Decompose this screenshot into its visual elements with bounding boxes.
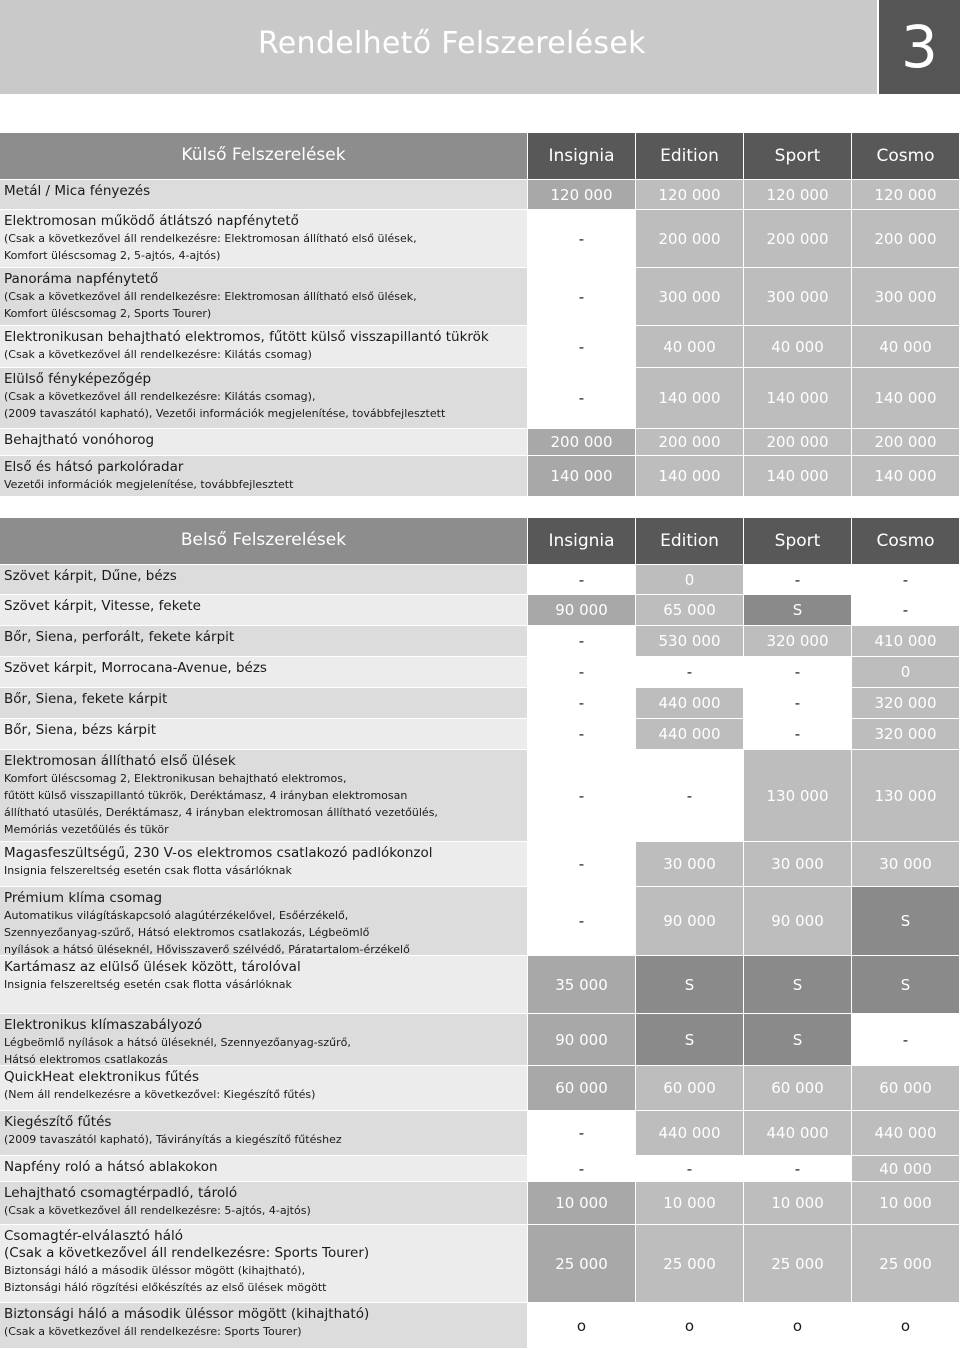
row-description [0,1111,527,1155]
price-cell: 140 000 [636,456,743,496]
feature-name: Elektromosan állítható első ülések [4,753,236,769]
price-cell: 10 000 [528,1182,635,1224]
price-cell: 30 000 [852,842,959,886]
row-description [0,180,527,209]
price-cell: - [528,268,635,325]
row-description [0,429,527,455]
feature-note: (2009 tavaszától kapható), Vezetői információk megjelenítése, továbbfejlesztett [4,407,446,420]
price-cell: - [528,719,635,749]
price-cell: 320 000 [852,688,959,718]
table-row [0,367,960,428]
price-cell: 60 000 [852,1066,959,1110]
price-cell: 0 [636,565,743,594]
price-cell: 120 000 [852,180,959,209]
row-description [0,595,527,625]
section-heading: Külső Felszerelések [0,133,527,179]
feature-note: (2009 tavaszától kapható), Távirányítás a kiegészítő fűtéshez [4,1133,342,1146]
feature-note: (Csak a következővel áll rendelkezésre: Elektromosan állítható első ülések, [4,232,417,245]
table-row [0,1110,960,1155]
price-cell: - [744,1156,851,1181]
price-cell: 25 000 [852,1225,959,1302]
feature-note: (Nem áll rendelkezésre a következővel: Kiegészítő fűtés) [4,1088,316,1101]
price-cell: 120 000 [744,180,851,209]
feature-name: Szövet kárpit, Morrocana-Avenue, bézs [4,660,267,676]
row-description [0,368,527,428]
table-row [0,1181,960,1224]
price-cell: 130 000 [852,750,959,841]
row-description [0,626,527,656]
table-row [0,718,960,749]
feature-name: Lehajtható csomagtérpadló, tároló [4,1185,238,1201]
table-row [0,564,960,594]
feature-note: (Csak a következővel áll rendelkezésre: Kilátás csomag), [4,390,316,403]
table-row [0,656,960,687]
price-cell: 440 000 [636,688,743,718]
row-description [0,1014,527,1065]
feature-name: Csomagtér-elválasztó háló [4,1228,184,1244]
price-cell: 440 000 [636,1111,743,1155]
price-cell: 140 000 [528,456,635,496]
column-header: Edition [636,518,743,564]
price-cell: 10 000 [744,1182,851,1224]
price-cell: - [744,719,851,749]
feature-note: állítható utasülés, Deréktámasz, 4 irányban elektromosan állítható vezetőülés, [4,806,438,819]
price-cell: 140 000 [852,456,959,496]
price-cell: 90 000 [528,1014,635,1065]
row-description [0,565,527,594]
price-cell: - [528,368,635,428]
table-row [0,455,960,496]
price-cell: - [528,887,635,955]
feature-note: Memóriás vezetőülés és tükör [4,823,169,836]
price-cell: - [636,750,743,841]
table-row [0,325,960,367]
row-description [0,657,527,687]
price-cell: 120 000 [636,180,743,209]
price-cell: 300 000 [744,268,851,325]
table-header-row [0,518,960,564]
feature-name: Metál / Mica fényezés [4,183,151,199]
feature-name: Behajtható vonóhorog [4,432,155,448]
price-cell: - [528,657,635,687]
price-cell: 65 000 [636,595,743,625]
price-cell: S [636,956,743,1013]
price-cell: o [636,1303,743,1348]
price-cell: 40 000 [744,326,851,367]
price-cell: - [744,688,851,718]
feature-note: Komfort üléscsomag 2, Sports Tourer) [4,307,212,320]
price-cell: 60 000 [744,1066,851,1110]
price-cell: 60 000 [528,1066,635,1110]
price-cell: - [744,565,851,594]
row-description [0,750,527,841]
table-row [0,886,960,955]
feature-note: Komfort üléscsomag 2, Elektronikusan behajtható elektromos, [4,772,347,785]
feature-name: Elülső fényképezőgép [4,371,152,387]
price-cell: 25 000 [528,1225,635,1302]
feature-name: Panoráma napfénytető [4,271,159,287]
feature-note: Insignia felszereltség esetén csak flotta vásárlóknak [4,978,292,991]
price-cell: - [528,565,635,594]
price-cell: S [636,1014,743,1065]
feature-note: Insignia felszereltség esetén csak flotta vásárlóknak [4,864,292,877]
price-cell: 140 000 [636,368,743,428]
feature-note: Szennyezőanyag-szűrő, Hátsó elektromos csatlakozás, Légbeömlő [4,926,370,939]
price-cell: S [744,595,851,625]
price-cell: 40 000 [852,1156,959,1181]
feature-note: Biztonsági háló rögzítési előkészítés az első ülések mögött [4,1281,327,1294]
price-cell: - [636,657,743,687]
price-cell: 35 000 [528,956,635,1013]
feature-name: Elektronikus klímaszabályozó [4,1017,203,1033]
price-cell: 410 000 [852,626,959,656]
table-row [0,625,960,656]
price-cell: 10 000 [636,1182,743,1224]
price-cell: 140 000 [744,456,851,496]
price-cell: 130 000 [744,750,851,841]
table-row [0,955,960,1013]
price-cell: 530 000 [636,626,743,656]
price-cell: 200 000 [636,210,743,267]
price-cell: 60 000 [636,1066,743,1110]
table-row [0,428,960,455]
row-description [0,719,527,749]
row-description [0,210,527,267]
column-header: Sport [744,518,851,564]
feature-name: Kiegészítő fűtés [4,1114,112,1130]
price-cell: 90 000 [636,887,743,955]
table-row [0,267,960,325]
feature-name: Bőr, Siena, bézs kárpit [4,722,156,738]
price-cell: 440 000 [852,1111,959,1155]
feature-name: Szövet kárpit, Vitesse, fekete [4,598,201,614]
exterior-equipment-table [0,133,960,496]
feature-note: Komfort üléscsomag 2, 5-ajtós, 4-ajtós) [4,249,221,262]
price-cell: - [636,1156,743,1181]
price-cell: S [744,956,851,1013]
feature-note: Automatikus világításkapcsoló alagútérzékelővel, Esőérzékelő, [4,909,349,922]
price-cell: 25 000 [744,1225,851,1302]
table-row [0,1065,960,1110]
feature-name: Napfény roló a hátsó ablakokon [4,1159,218,1175]
table-row [0,179,960,209]
table-row [0,209,960,267]
row-description [0,326,527,367]
price-cell: 40 000 [636,326,743,367]
row-description [0,842,527,886]
column-header: Edition [636,133,743,179]
price-cell: 440 000 [636,719,743,749]
feature-name: Prémium klíma csomag [4,890,163,906]
row-description [0,956,527,1013]
feature-name: Bőr, Siena, fekete kárpit [4,691,168,707]
price-cell: 200 000 [636,429,743,455]
feature-availability-note: (Csak a következővel áll rendelkezésre: Sports Tourer) [4,1245,370,1261]
row-description [0,688,527,718]
price-cell: o [852,1303,959,1348]
price-cell: - [528,688,635,718]
price-cell: 440 000 [744,1111,851,1155]
table-row [0,594,960,625]
price-cell: - [528,1156,635,1181]
column-header: Cosmo [852,133,959,179]
price-cell: o [528,1303,635,1348]
price-cell: o [744,1303,851,1348]
column-header: Insignia [528,133,635,179]
feature-note: (Csak a következővel áll rendelkezésre: 5-ajtós, 4-ajtós) [4,1204,311,1217]
price-cell: - [744,657,851,687]
price-cell: 300 000 [852,268,959,325]
table-row [0,1155,960,1181]
price-cell: 200 000 [852,429,959,455]
feature-name: Magasfeszültségű, 230 V-os elektromos csatlakozó padlókonzol [4,845,433,861]
feature-note: (Csak a következővel áll rendelkezésre: Kilátás csomag) [4,348,312,361]
interior-equipment-table [0,518,960,1348]
price-cell: - [852,1014,959,1065]
column-header: Sport [744,133,851,179]
price-cell: 320 000 [852,719,959,749]
feature-note: (Csak a következővel áll rendelkezésre: Sports Tourer) [4,1325,302,1338]
feature-note: Vezetői információk megjelenítése, továbbfejlesztett [4,478,294,491]
table-row [0,841,960,886]
price-cell: 200 000 [744,429,851,455]
table-row [0,687,960,718]
column-header: Insignia [528,518,635,564]
price-cell: 10 000 [852,1182,959,1224]
price-cell: 0 [852,657,959,687]
price-cell: - [528,626,635,656]
feature-name: Szövet kárpit, Dűne, bézs [4,568,177,584]
feature-name: Biztonsági háló a második üléssor mögött (kihajtható) [4,1306,370,1322]
price-cell: - [528,210,635,267]
price-cell: S [852,956,959,1013]
table-row [0,749,960,841]
table-header-row [0,133,960,179]
feature-note: (Csak a következővel áll rendelkezésre: Elektromosan állítható első ülések, [4,290,417,303]
row-description [0,1156,527,1181]
price-cell: 140 000 [744,368,851,428]
section-heading: Belső Felszerelések [0,518,527,564]
price-cell: 120 000 [528,180,635,209]
price-cell: 300 000 [636,268,743,325]
table-row [0,1013,960,1065]
price-cell: 30 000 [636,842,743,886]
price-cell: 200 000 [744,210,851,267]
price-cell: 30 000 [744,842,851,886]
feature-note: nyílások a hátsó üléseknél, Hővisszaverő szélvédő, Páratartalom-érzékelő [4,943,410,956]
price-cell: 25 000 [636,1225,743,1302]
page-number: 3 [879,0,960,94]
price-cell: S [744,1014,851,1065]
title-banner [0,0,877,94]
feature-name: Elektromosan működő átlátszó napfénytető [4,213,299,229]
price-cell: 40 000 [852,326,959,367]
table-row [0,1224,960,1302]
price-cell: 200 000 [852,210,959,267]
column-header: Cosmo [852,518,959,564]
row-description [0,1225,527,1302]
page-header [0,0,960,96]
feature-name: Bőr, Siena, perforált, fekete kárpit [4,629,235,645]
price-cell: - [852,595,959,625]
table-row [0,1302,960,1348]
feature-note: Légbeömlő nyílások a hátsó üléseknél, Szennyezőanyag-szűrő, [4,1036,351,1049]
feature-name: Kartámasz az elülső ülések között, tárolóval [4,959,301,975]
row-description [0,456,527,496]
price-cell: - [528,1111,635,1155]
feature-note: Biztonsági háló a második üléssor mögött (kihajtható), [4,1264,306,1277]
feature-name: QuickHeat elektronikus fűtés [4,1069,200,1085]
row-description [0,268,527,325]
feature-name: Első és hátsó parkolóradar [4,459,184,475]
price-cell: - [528,842,635,886]
row-description [0,887,527,955]
price-cell: 200 000 [528,429,635,455]
row-description [0,1066,527,1110]
row-description [0,1182,527,1224]
feature-note: fűtött külső visszapillantó tükrök, Deréktámasz, 4 irányban elektromosan [4,789,408,802]
price-cell: 90 000 [744,887,851,955]
page-title: Rendelhető Felszerelések [258,26,646,61]
price-cell: - [852,565,959,594]
price-cell: - [528,750,635,841]
price-cell: 90 000 [528,595,635,625]
feature-note: Hátsó elektromos csatlakozás [4,1053,168,1066]
price-cell: - [528,326,635,367]
price-cell: S [852,887,959,955]
row-description [0,1303,527,1348]
price-cell: 320 000 [744,626,851,656]
feature-name: Elektronikusan behajtható elektromos, fűtött külső visszapillantó tükrök [4,329,489,345]
price-cell: 140 000 [852,368,959,428]
